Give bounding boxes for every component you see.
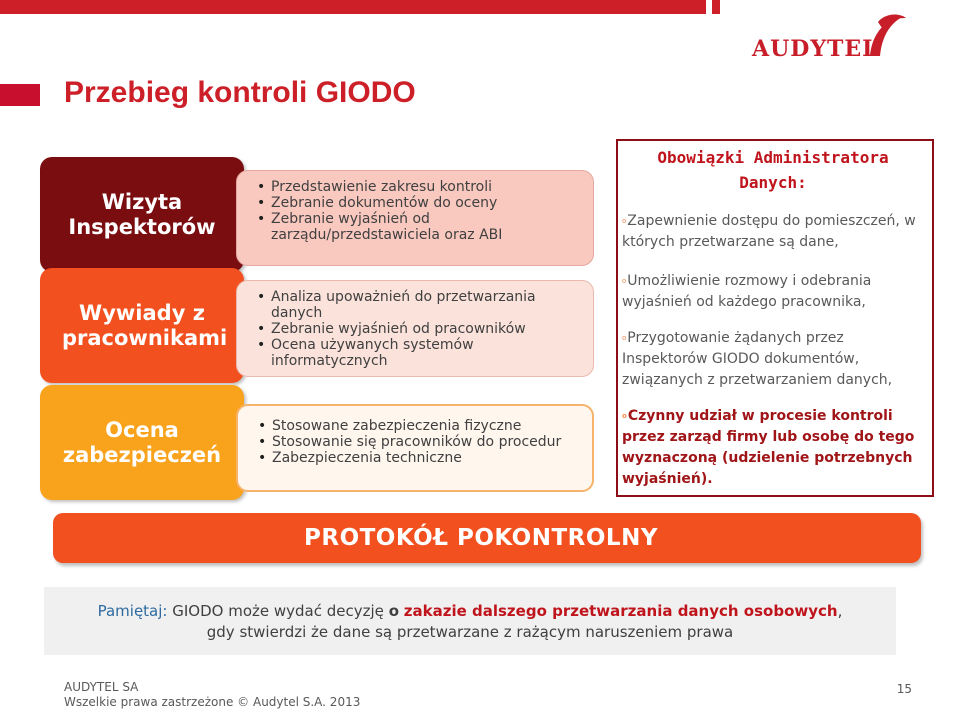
reminder-o: o — [388, 602, 399, 620]
protocol-banner — [53, 513, 921, 563]
reminder-text-after: , — [837, 602, 843, 620]
logo-wordmark: AUDYTEL — [752, 36, 879, 62]
footer-copyright: Wszelkie prawa zastrzeżone © Audytel S.A. 2013 — [64, 695, 361, 709]
list-item: • Przedstawienie zakresu kontroli — [257, 179, 581, 195]
duty-text: Umożliwienie rozmowy i odebrania wyjaśnień od każdego pracownika, — [622, 273, 872, 310]
duty-text: Zapewnienie dostępu do pomieszczeń, w których przetwarzane są dane, — [622, 213, 916, 250]
reminder-box — [44, 587, 896, 655]
duties-title-line: Danych: — [739, 173, 807, 192]
duty-item — [622, 406, 932, 490]
reminder-text: GIODO może wydać decyzję — [167, 602, 389, 620]
list-item: • Zebranie wyjaśnień od pracowników — [257, 321, 581, 337]
duty-text: Czynny udział w procesie kontroli przez zarząd firmy lub osobę do tego wyznaczoną (udzielenie potrzebnych wyjaśnień). — [622, 408, 915, 487]
protocol-label: PROTOKÓŁ POKONTROLNY — [304, 525, 658, 551]
stage-interviews-label — [40, 268, 244, 383]
duty-item — [622, 211, 932, 253]
duty-text: Przygotowanie żądanych przez Inspektorów GIODO dokumentów, związanych z przetwarzaniem danych, — [622, 330, 893, 388]
footer-company: AUDYTEL SA — [64, 680, 139, 694]
stage-label: Wizyta Inspektorów — [68, 189, 216, 239]
stage-assessment-details — [236, 404, 594, 492]
list-item: • Analiza upoważnień do przetwarzania danych — [257, 289, 581, 321]
stage-label: Ocena zabezpieczeń — [62, 417, 222, 467]
audytel-logo — [752, 12, 922, 60]
duty-item — [622, 328, 932, 391]
bullet-icon: o — [622, 412, 627, 420]
list-item: • Zebranie wyjaśnień od zarządu/przedstawiciela oraz ABI — [257, 211, 581, 243]
stage-interviews-details — [236, 280, 594, 377]
duty-item — [622, 271, 932, 313]
bullet-icon: o — [622, 277, 627, 285]
stage-visit-label — [40, 157, 244, 272]
bullet-icon: o — [622, 334, 627, 342]
duties-title-line: Obowiązki Administratora — [657, 148, 889, 167]
duties-title — [622, 145, 924, 195]
top-bar-gap — [706, 0, 712, 14]
list-item: • Stosowanie się pracowników do procedur — [258, 434, 580, 450]
list-item: • Zabezpieczenia techniczne — [258, 450, 580, 466]
admin-duties-panel — [616, 139, 934, 497]
stage-assessment-label — [40, 385, 244, 500]
stage-label: Wywiady z pracownikami — [62, 300, 228, 350]
reminder-emphasis: zakazie dalszego przetwarzania danych osobowych — [403, 602, 838, 620]
bullet-icon: o — [622, 217, 627, 225]
title-marker — [0, 84, 40, 106]
list-item: • Ocena używanych systemów informatycznych — [257, 337, 581, 369]
list-item: • Stosowane zabezpieczenia fizyczne — [258, 418, 580, 434]
top-accent-bar — [0, 0, 720, 14]
page-title: Przebieg kontroli GIODO — [64, 76, 416, 109]
reminder-line-1 — [44, 601, 896, 622]
reminder-label: Pamiętaj: — [97, 602, 168, 620]
list-item: • Zebranie dokumentów do oceny — [257, 195, 581, 211]
reminder-line-2: gdy stwierdzi że dane są przetwarzane z rażącym naruszeniem prawa — [206, 623, 734, 641]
stage-visit-details — [236, 170, 594, 266]
page-number: 15 — [896, 682, 912, 696]
